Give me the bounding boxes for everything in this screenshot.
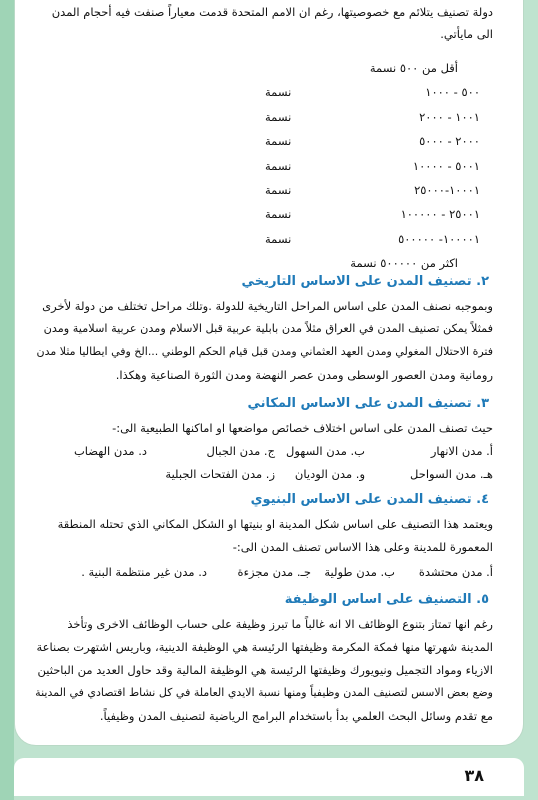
list-item: و. مدن الوديان (294, 467, 365, 481)
table-row (265, 207, 480, 231)
paragraph-line: وبموجبه نصنف المدن على اساس المراحل التاريخية للدولة .وتلك مراحل تختلف من دولة لأخرى (42, 299, 493, 313)
row-unit: نسمة (265, 207, 292, 222)
table-row (265, 183, 480, 207)
list-item: ب. مدن السهول (286, 444, 365, 458)
list-item: د. مدن غير منتظمة البنية . (81, 565, 207, 579)
section-heading-spatial: ٣. تصنيف المدن على الاساس المكاني (247, 396, 489, 411)
row-range: ٢٠٠٠ - ٥٠٠٠ (419, 134, 480, 149)
row-range: ١٠٠٠٠١- ٥٠٠٠٠٠ (398, 231, 480, 246)
paragraph-line: رغم انها تمتاز بتنوع الوظائف الا انه غالباً ما تبرز وظيفة على حساب الوظائف الاخرى وتأخذ (67, 617, 493, 631)
paragraph-line: وضع بعض الاسس لتصنيف المدن وظيفياً ومنها نسبة الايدي العاملة في كل نشاط اقتصادي في المدينة (35, 686, 493, 699)
row-unit: نسمة (265, 134, 292, 149)
paragraph-line: الازياء ومواد التجميل ونيويورك وظيفتها الرئيسة هي الوظيفة المالية وقد حاول العديد من الباحثين (37, 663, 493, 677)
list-item: ز. مدن الفتحات الجبلية (165, 467, 275, 481)
paragraph-line: حيث تصنف المدن على اساس اختلاف خصائص مواضعها او اماكنها الطبيعية الى:- (112, 421, 493, 435)
section-heading-historical: ٢. تصنيف المدن على الاساس التاريخي (241, 274, 489, 289)
intro-paragraph: دولة تصنيف يتلائم مع خصوصيتها، رغم ان الامم المتحدة قدمت معياراً صنفت فيه أحجام المدن الى مايأتي. (51, 5, 493, 41)
list-item: أ. مدن محتشدة (418, 565, 493, 579)
list-item: د. مدن الهضاب (73, 444, 147, 458)
page-number: ٣٨ (464, 766, 484, 785)
list-item: ج. مدن الجبال (206, 444, 275, 458)
table-row (265, 134, 480, 158)
page-sheet (14, 0, 524, 746)
city-size-table (265, 61, 480, 281)
table-header-row (265, 61, 480, 85)
paragraph-line: المعمورة للمدينة وعلى هذا الاساس تصنف المدن الى:- (232, 540, 493, 554)
paragraph-line: المدينة شهرتها منها فمكة المكرمة وظيفتها الرئيسة هي الوظيفة الدينية، وباريس اشتهرت بصناعة (36, 640, 493, 654)
table-row (265, 232, 480, 256)
paragraph-line: مع تقدم وسائل البحث العلمي بدأ باستخدام البرامج الرياضية لتصنيف المدن وظيفياً. (99, 709, 493, 723)
paragraph-line: فترة الاحتلال المغولي ومدن العهد العثماني ومدن قبل قيام الحكم الوطني ...الخ وفي ايطاليا مثلا مدن (36, 345, 493, 358)
row-range: ٢٥٠٠١ - ١٠٠٠٠٠ (400, 207, 480, 222)
table-row (265, 85, 480, 109)
row-range: ١٠٠١ - ٢٠٠٠ (419, 109, 480, 124)
paragraph-line: ويعتمد هذا التصنيف على اساس شكل المدينة او بنيتها او الشكل المكاني الذي تحتله المنطقة (57, 517, 493, 531)
row-unit: نسمة (265, 231, 292, 246)
section-heading-structural: ٤. تصنيف المدن على الاساس البنيوي (250, 492, 489, 507)
list-item: جـ. مدن مجزءة (237, 565, 311, 579)
list-item: ب. مدن طولية (324, 565, 395, 579)
table-row (265, 110, 480, 134)
page-footer (14, 758, 524, 796)
paragraph-line: فمثلاً يمكن تصنيف المدن في العراق مثلاً مدن بابلية عربية قبل الاسلام ومدن عربية اسلامية ومدن (43, 322, 493, 335)
section-heading-functional: ٥. التصنيف على اساس الوظيفة (284, 592, 489, 607)
list-item: هـ. مدن السواحل (410, 467, 493, 481)
table-row (265, 159, 480, 183)
page-edge (0, 0, 14, 800)
row-unit: نسمة (265, 158, 292, 173)
table-header: أقل من ٥٠٠ نسمة (369, 61, 458, 75)
paragraph-line: رومانية ومدن العصور الوسطى ومدن عصر النهضة ومدن الثورة الصناعية وهكذا. (115, 368, 493, 382)
row-unit: نسمة (265, 85, 292, 100)
row-unit: نسمة (265, 109, 292, 124)
row-range: ١٠٠٠١-٢٥٠٠٠ (414, 182, 480, 197)
row-range: ٥٠٠١ - ١٠٠٠٠ (412, 158, 480, 173)
row-range: ٥٠٠ - ١٠٠٠ (425, 85, 480, 100)
list-item: أ. مدن الانهار (430, 444, 493, 458)
row-unit: نسمة (265, 182, 292, 197)
table-footer: اكثر من ٥٠٠٠٠٠ نسمة (350, 256, 458, 271)
